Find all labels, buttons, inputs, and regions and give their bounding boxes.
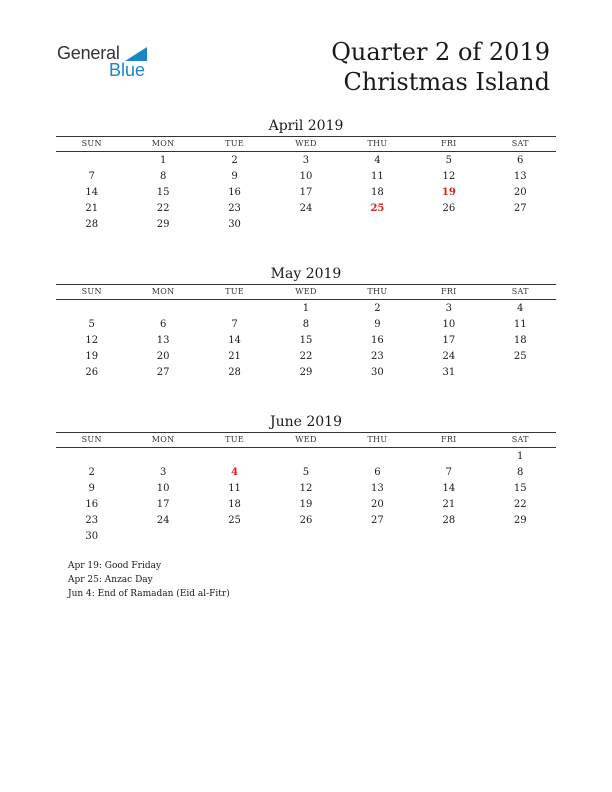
day-cell: 12 (85, 335, 99, 346)
empty-day-cell (56, 449, 127, 465)
day-cell: 16 (85, 499, 99, 510)
day-cell: 9 (88, 483, 95, 494)
day-cell: 23 (228, 203, 241, 214)
day-cell: 11 (513, 319, 527, 330)
day-cell: 20 (371, 499, 384, 510)
day-cell: 28 (442, 515, 456, 526)
day-cell: 19 (299, 499, 313, 510)
weekday-header: TUE (225, 287, 244, 296)
day-cell: 7 (88, 171, 95, 182)
day-cell: 2 (374, 303, 381, 314)
day-cell: 17 (442, 335, 456, 346)
day-cell: 15 (513, 483, 527, 494)
weekday-header: TUE (225, 435, 244, 444)
weekday-header: FRI (441, 435, 457, 444)
day-cell: 24 (299, 203, 313, 214)
day-cell: 10 (442, 319, 456, 330)
holiday-notes (68, 559, 230, 601)
empty-day-cell (342, 217, 413, 233)
day-cell: 7 (445, 467, 452, 478)
empty-day-cell (56, 153, 127, 169)
day-cell: 22 (299, 351, 313, 362)
empty-day-cell (270, 217, 341, 233)
weekday-header: SAT (511, 435, 529, 444)
day-cell: 31 (442, 367, 456, 378)
day-cell: 29 (156, 219, 170, 230)
month-april (56, 116, 556, 233)
weekday-header: SUN (81, 287, 102, 296)
page-title (331, 37, 550, 97)
empty-day-cell (199, 449, 270, 465)
holiday-note: Jun 4: End of Ramadan (Eid al-Fitr) (68, 589, 230, 599)
calendar-grid (56, 137, 556, 233)
empty-day-cell (199, 529, 270, 545)
day-cell: 13 (371, 483, 384, 494)
day-cell: 15 (299, 335, 313, 346)
day-cell: 28 (228, 367, 241, 378)
day-cell: 29 (299, 367, 313, 378)
empty-day-cell (270, 449, 341, 465)
day-cell: 23 (85, 515, 99, 526)
month-title: April 2019 (268, 118, 344, 134)
weekday-header: MON (151, 139, 175, 148)
day-cell: 21 (228, 351, 241, 362)
day-cell: 1 (302, 303, 310, 314)
day-cell: 15 (156, 187, 170, 198)
weekday-header: THU (367, 435, 388, 444)
day-cell: 3 (302, 155, 310, 166)
page-title-location: Christmas Island (343, 68, 550, 96)
day-cell: 21 (442, 499, 456, 510)
empty-day-cell (413, 217, 484, 233)
logo-general-text: General (57, 43, 120, 63)
weekday-header: WED (295, 435, 317, 444)
month-title: May 2019 (270, 266, 342, 282)
day-cell: 12 (299, 483, 313, 494)
day-cell: 6 (374, 467, 381, 478)
day-cell: 10 (299, 171, 313, 182)
holiday-day-cell: 25 (370, 203, 385, 214)
day-cell: 18 (371, 187, 384, 198)
day-cell: 8 (159, 171, 167, 182)
day-cell: 6 (159, 319, 167, 330)
day-cell: 28 (85, 219, 99, 230)
empty-day-cell (485, 217, 556, 233)
calendar-grid (56, 433, 556, 545)
day-cell: 16 (228, 187, 241, 198)
day-cell: 3 (159, 467, 167, 478)
empty-day-cell (342, 449, 413, 465)
day-cell: 14 (85, 187, 99, 198)
weekday-header: FRI (441, 139, 457, 148)
weekday-header: TUE (225, 139, 244, 148)
day-cell: 9 (374, 319, 381, 330)
weekday-header: THU (367, 139, 388, 148)
day-cell: 11 (371, 171, 384, 182)
day-cell: 2 (88, 467, 95, 478)
day-cell: 25 (228, 515, 241, 526)
day-cell: 20 (156, 351, 170, 362)
day-cell: 13 (156, 335, 170, 346)
weekday-header: SUN (81, 139, 102, 148)
day-cell: 5 (302, 467, 310, 478)
weekday-header: MON (151, 435, 175, 444)
day-cell: 17 (299, 187, 313, 198)
day-cell: 19 (85, 351, 99, 362)
day-cell: 8 (517, 467, 524, 478)
empty-day-cell (127, 449, 198, 465)
day-cell: 1 (517, 451, 524, 462)
empty-day-cell (270, 529, 341, 545)
day-cell: 21 (85, 203, 99, 214)
weekday-header: WED (295, 139, 317, 148)
holiday-note: Apr 25: Anzac Day (68, 575, 153, 585)
day-cell: 5 (88, 319, 95, 330)
day-cell: 30 (228, 219, 241, 230)
day-cell: 4 (517, 303, 524, 314)
day-cell: 20 (513, 187, 527, 198)
day-cell: 13 (513, 171, 527, 182)
day-cell: 23 (371, 351, 384, 362)
weekday-header: FRI (441, 287, 457, 296)
weekday-header: SAT (511, 287, 529, 296)
day-cell: 5 (445, 155, 452, 166)
day-cell: 11 (228, 483, 241, 494)
empty-day-cell (413, 529, 484, 545)
day-cell: 17 (156, 499, 170, 510)
day-cell: 16 (371, 335, 384, 346)
logo-blue-text: Blue (109, 60, 146, 80)
holiday-day-cell: 4 (231, 467, 239, 478)
day-cell: 26 (442, 203, 456, 214)
weekday-divider (56, 447, 556, 448)
page-title-quarter: Quarter 2 of 2019 (331, 38, 550, 66)
month-may (56, 264, 556, 381)
day-cell: 22 (156, 203, 170, 214)
day-cell: 22 (513, 499, 527, 510)
empty-day-cell (127, 529, 198, 545)
day-cell: 12 (442, 171, 456, 182)
day-cell: 1 (159, 155, 167, 166)
day-cell: 14 (442, 483, 456, 494)
day-cell: 24 (156, 515, 170, 526)
weekday-header: SAT (511, 139, 529, 148)
weekday-header: SUN (81, 435, 102, 444)
weekday-header: MON (151, 287, 175, 296)
day-cell: 10 (156, 483, 170, 494)
day-cell: 26 (85, 367, 99, 378)
day-cell: 14 (228, 335, 241, 346)
day-cell: 30 (371, 367, 384, 378)
day-cell: 27 (371, 515, 384, 526)
day-cell: 2 (231, 155, 238, 166)
calendar-grid (56, 285, 556, 381)
weekday-divider (56, 151, 556, 152)
empty-day-cell (127, 301, 198, 317)
holiday-note: Apr 19: Good Friday (68, 561, 162, 571)
day-cell: 18 (513, 335, 527, 346)
day-cell: 27 (513, 203, 527, 214)
logo-flag-icon (125, 47, 147, 61)
month-title: June 2019 (269, 414, 342, 430)
logo (57, 43, 157, 83)
day-cell: 27 (156, 367, 170, 378)
empty-day-cell (485, 365, 556, 381)
empty-day-cell (413, 449, 484, 465)
weekday-divider (56, 299, 556, 300)
day-cell: 24 (442, 351, 456, 362)
weekday-header: WED (295, 287, 317, 296)
holiday-day-cell: 19 (441, 187, 456, 198)
empty-day-cell (342, 529, 413, 545)
day-cell: 29 (513, 515, 527, 526)
day-cell: 9 (231, 171, 238, 182)
day-cell: 3 (445, 303, 452, 314)
weekday-header: THU (367, 287, 388, 296)
day-cell: 30 (85, 531, 99, 542)
day-cell: 25 (513, 351, 527, 362)
day-cell: 26 (299, 515, 313, 526)
day-cell: 6 (517, 155, 524, 166)
day-cell: 4 (374, 155, 381, 166)
empty-day-cell (56, 301, 127, 317)
empty-day-cell (485, 529, 556, 545)
day-cell: 8 (302, 319, 310, 330)
empty-day-cell (199, 301, 270, 317)
month-june (56, 412, 556, 545)
day-cell: 7 (231, 319, 238, 330)
day-cell: 18 (228, 499, 241, 510)
